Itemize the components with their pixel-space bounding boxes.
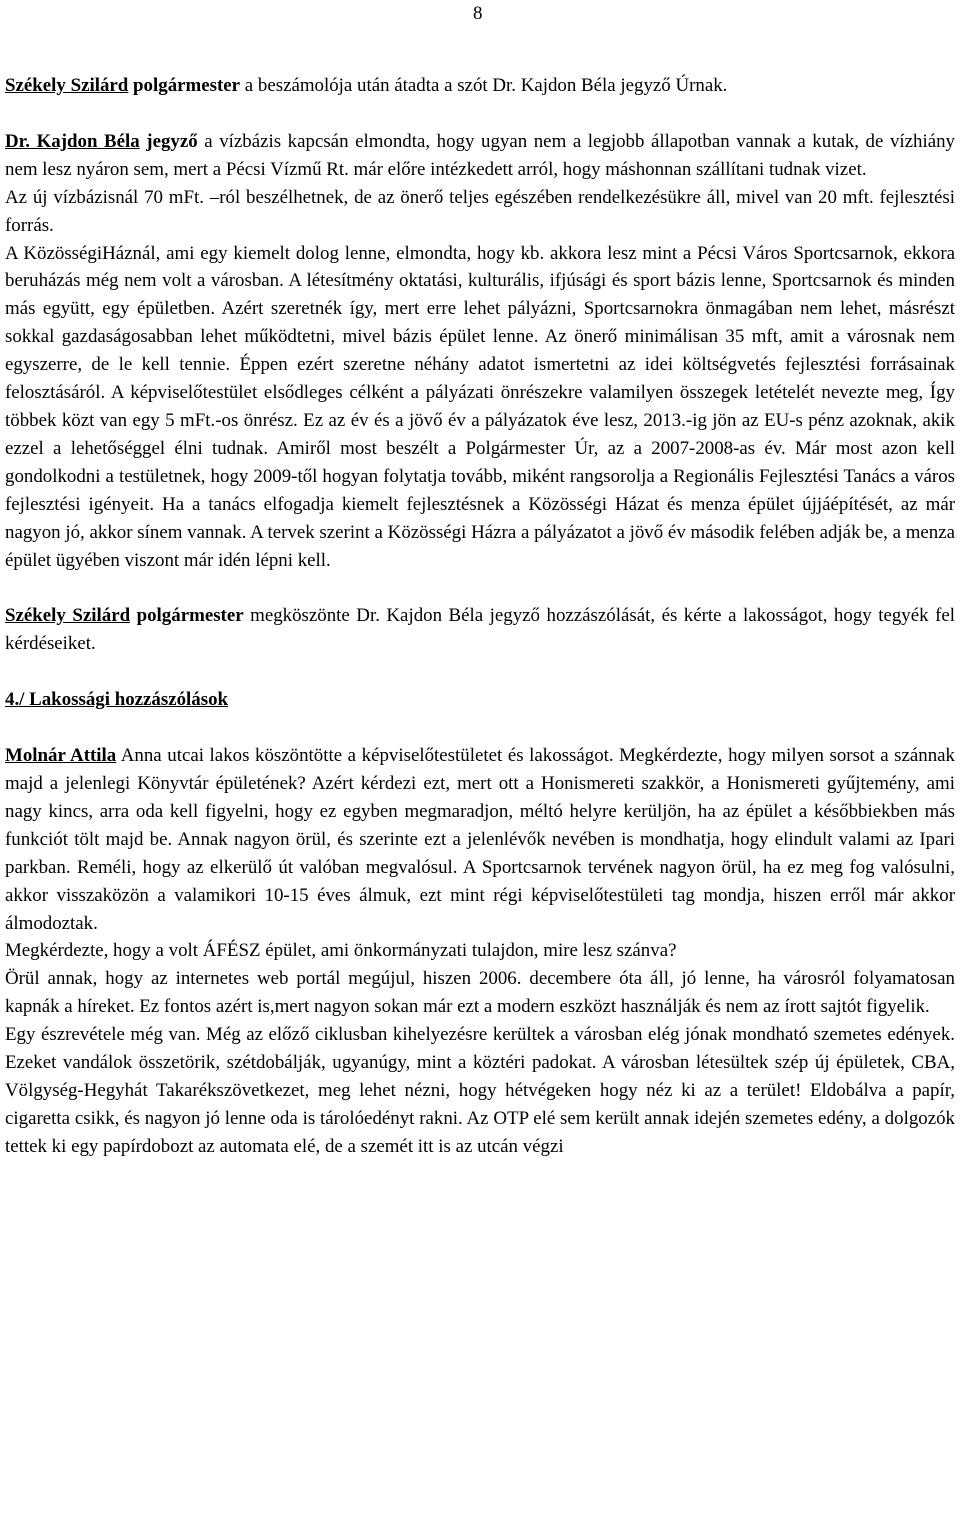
speaker-name: Székely Szilárd bbox=[5, 605, 131, 627]
paragraph-mayor-thanks bbox=[5, 602, 955, 658]
paragraph-resident-comment bbox=[5, 742, 955, 937]
paragraph-water-base: Az új vízbázisnál 70 mFt. –ról beszélhetnek, de az önerő teljes egészében rendelkezésükre áll, mivel van 20 mft. fejlesztési forrás. bbox=[5, 186, 955, 236]
paragraph-web-portal: Örül annak, hogy az internetes web portál megújul, hiszen 2006. decembere óta áll, jó lenne, ha városról folyamatosan kapnák a híreket. Ez fontos azért is,mert nagyon sokan már ezt a modern eszközt használják és nem az írott sajtót figyelik. bbox=[5, 968, 955, 1018]
speaker-name: Székely Szilárd bbox=[5, 75, 129, 96]
speaker-role: polgármester bbox=[136, 605, 244, 627]
paragraph-text: a vízbázis kapcsán elmondta, hogy ugyan nem a legjobb állapotban vannak a kutak, de vízhiány nem lesz nyáron sem, mert a Pécsi Vízmű Rt. már előre intézkedett arról, hogy máshonnan szállítani tudnak vizet. bbox=[5, 130, 955, 180]
paragraph-community-house: A KözösségiHáznál, ami egy kiemelt dolog lenne, elmondta, hogy kb. akkora lesz mint a Pécsi Város Sportcsarnok, ekkora beruházás még nem volt a városban. A létesítmény oktatási, kulturális, ifjúsági és sport bázis lenne, Sportcsarnok és minden más együtt, egy épületben. Azért szeretnék így, mert erre lehet pályázni, Sportcsarnokra önmagában nem lehet, másrészt sokkal gazdaságosabban lehet működtetni, mivel bázis épület lenne. Az önerő minimálisan 35 mft, amit a városnak nem egyszerre, de le kell tennie. Éppen ezért szeretne néhány adatot ismertetni az idei költségvetés fejlesztési forrásainak felosztásáról. A képviselőtestület elsődleges célként a pályázati önrészekre valamilyen összegek letételét nevezte meg, Így többek közt van egy 5 mFt.-os önrész. Ez az év és a jövő év a pályázatok éve lesz, 2013.-ig jön az EU-s pénz azoknak, akik ezzel a lehetőséggel élni tudnak. Amiről most beszélt a Polgármester Úr, az a 2007-2008-as év. Már most azon kell gondolkodni a testületnek, hogy 2009-től hogyan folytatja tovább, miként rangsorolja a Regionális Fejlesztési Tanács a város fejlesztési igényeit. Ha a tanács elfogadja kiemelt fejlesztésnek a Közösségi Házat és menza épület újjáépítését, az már nagyon jó, akkor sínem vannak. A tervek szerint a Közösségi Házra a pályázatot a jövő év második felében adják be, a menza épület ügyében viszont már idén lépni kell. bbox=[5, 242, 955, 571]
section-heading: 4./ Lakossági hozzászólások bbox=[5, 689, 229, 711]
speaker-role: jegyző bbox=[146, 130, 198, 152]
paragraph-mayor-intro bbox=[5, 72, 955, 100]
speaker-name: Dr. Kajdon Béla bbox=[5, 130, 140, 152]
speaker-role: polgármester bbox=[133, 75, 241, 96]
paragraph-afesz-question: Megkérdezte, hogy a volt ÁFÉSZ épület, ami önkormányzati tulajdon, mire lesz szánva? bbox=[5, 940, 677, 962]
paragraph-waste-bins: Egy észrevétele még van. Még az előző ciklusban kihelyezésre kerültek a városban elég jónak mondható szemetes edények. Ezeket vandálok összetörik, szétdobálják, ugyanúgy, mint a köztéri padokat. A városban létesültek szép új épületek, CBA, Völgység-Hegyhát Takarékszövetkezet, meg lehet nézni, hogy hétvégeken hogy néz ki az a terület! Eldobálva a papír, cigaretta csikk, és nagyon jó lenne oda is tárolóedényt rakni. Az OTP elé sem került annak idején szemetes edény, a dolgozók tettek ki egy papírdobozt az automata elé, de a szemét itt is az utcán végzi bbox=[5, 1024, 955, 1157]
paragraph-notary-statement bbox=[5, 128, 955, 184]
paragraph-text: a beszámolója után átadta a szót Dr. Kajdon Béla jegyző Úrnak. bbox=[240, 75, 728, 96]
speaker-name: Molnár Attila bbox=[5, 745, 117, 767]
paragraph-text: Anna utcai lakos köszöntötte a képviselőtestületet és lakosságot. Megkérdezte, hogy milyen sorsot a szánnak majd a jelenlegi Könyvtár épületének? Azért kérdezi ezt, mert ott a Honismereti szakkör, a Honismereti gyűjtemény, ami nagy kincs, arra oda kell figyelni, hogy ez egyben megmaradjon, méltó helyre kerüljön, ha az épület a későbbiekben más funkciót tölt majd be. Annak nagyon örül, és szerinte ezt a jelenlévők nevében is mondhatja, hogy elindult valami az Ipari parkban. Reméli, hogy az elkerülő út valóban megvalósul. A Sportcsarnok tervének nagyon örül, ha ez meg fog valósulni, akkor visszaközön a valamikori 10-15 éves álmuk, ezt mint régi képviselőtestületi tag mondja, hiszen erről már akkor álmodoztak. bbox=[5, 745, 956, 934]
document-body bbox=[5, 72, 955, 1161]
paragraph-text: megköszönte Dr. Kajdon Béla jegyző hozzászólását, és kérte a lakosságot, hogy tegyék fel kérdéseiket. bbox=[5, 605, 955, 655]
page-number: 8 bbox=[473, 3, 483, 24]
